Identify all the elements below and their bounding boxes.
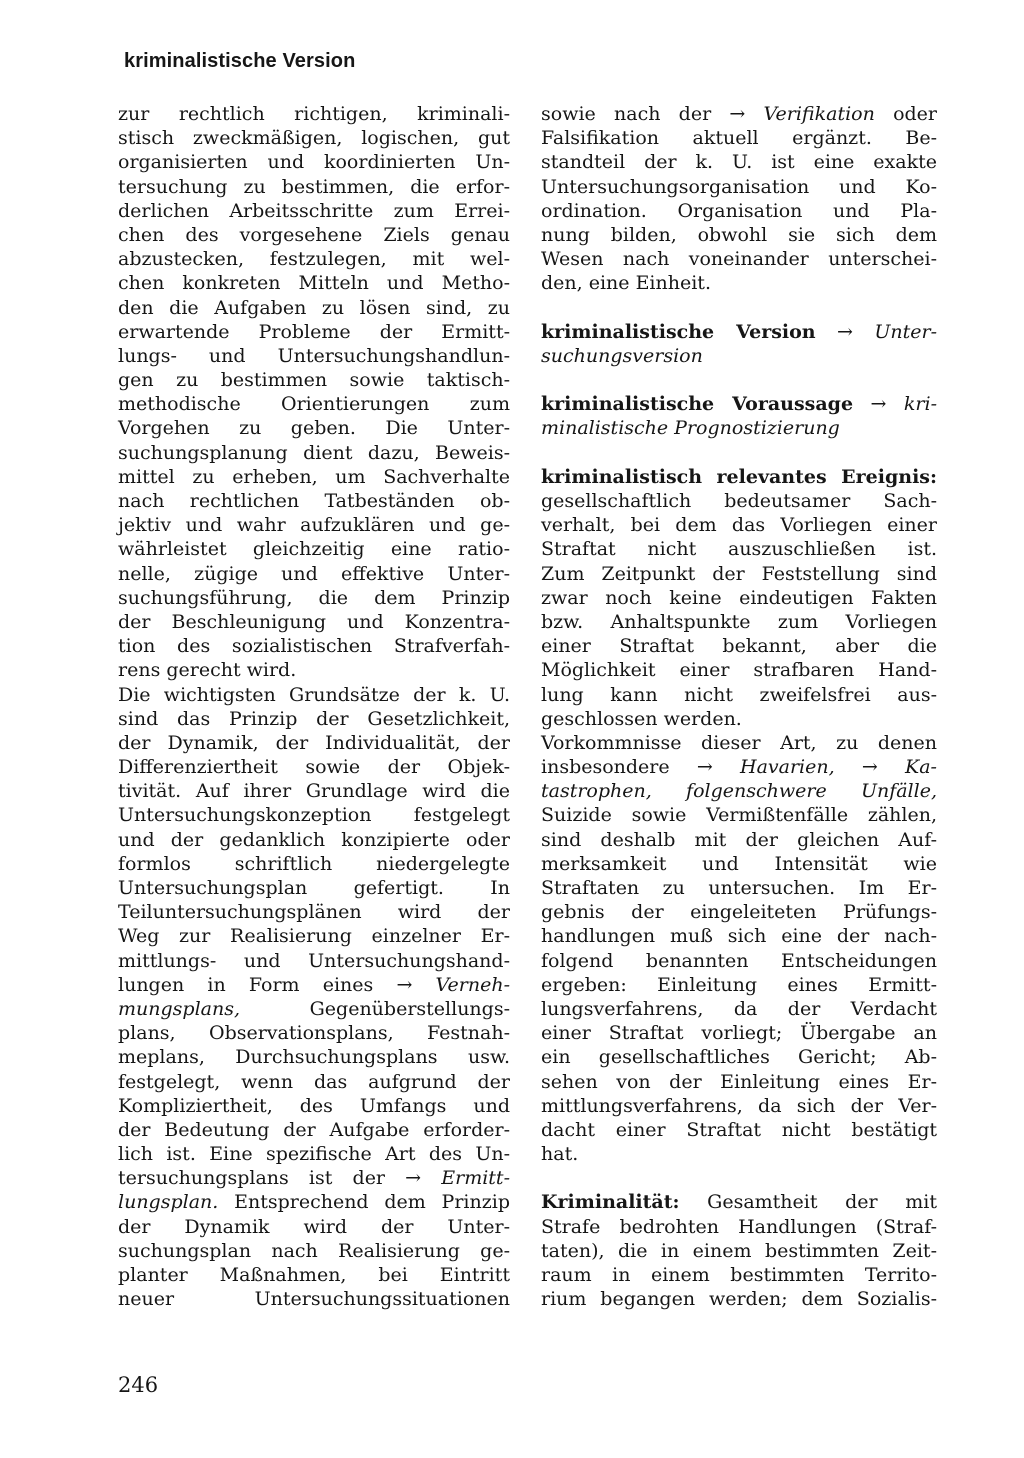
text-line: sind deshalb mit der gleichen Auf-	[541, 828, 937, 851]
running-head: kriminalistische Version	[124, 50, 356, 72]
text-line: dacht einer Straftat nicht bestätigt	[541, 1118, 937, 1141]
text-line: gebnis der eingeleiteten Prüfungs-	[541, 901, 937, 924]
entry-headword: kriminalistische Voraussage	[541, 393, 854, 416]
text-line: plans, Observationsplans, Festnah-	[118, 1022, 510, 1045]
text-line: nung bilden, obwohl sie sich dem	[541, 223, 937, 246]
text-line: handlungen muß sich eine der nach-	[541, 925, 937, 948]
text-line: den, eine Einheit.	[541, 272, 711, 295]
text-line: planter Maßnahmen, bei Eintritt	[118, 1264, 510, 1286]
text-line	[118, 1166, 510, 1190]
text-segment: lungen in Form eines →	[118, 973, 436, 996]
entry-headline	[541, 1190, 937, 1214]
text-line: organisierten und koordinierten Un-	[118, 151, 510, 174]
page-number: 246	[118, 1373, 159, 1397]
text-line: standteil der k. U. ist eine exakte	[541, 151, 937, 174]
cross-reference: lungsplan.	[118, 1191, 219, 1214]
text-line: lich ist. Eine spezifische Art des Un-	[118, 1143, 510, 1166]
text-line: meplans, Durchsuchungsplans usw.	[118, 1046, 510, 1069]
text-line	[541, 755, 937, 779]
text-segment: insbesondere →	[541, 756, 741, 779]
text-line: Straftat nicht auszuschließen ist.	[541, 538, 937, 561]
text-line	[118, 973, 510, 997]
text-line: taten), die in einem bestimmten Zeit-	[541, 1239, 937, 1262]
text-line: geschlossen werden.	[541, 707, 742, 730]
text-line: Kompliziertheit, des Umfangs und	[118, 1094, 510, 1117]
text-line: Vorkommnisse dieser Art, zu denen	[541, 731, 937, 754]
entry-spacer	[541, 1166, 937, 1190]
text-line: derlichen Arbeitsschritte zum Errei-	[118, 199, 510, 222]
text-line: Möglichkeit einer strafbaren Hand-	[541, 659, 937, 682]
text-line: formlos schriftlich niedergelegte	[118, 852, 510, 875]
text-line: Die wichtigsten Grundsätze der k. U.	[118, 683, 510, 706]
text-line: ein gesellschaftliches Gericht; Ab-	[541, 1046, 937, 1069]
entry-spacer	[541, 441, 937, 465]
text-line: festgelegt, wenn das aufgrund der	[118, 1070, 510, 1093]
entry-headword: Kriminalität:	[541, 1191, 680, 1214]
text-line: mittlungs- und Untersuchungshand-	[118, 949, 510, 972]
text-line: lung kann nicht zweifelsfrei aus-	[541, 683, 937, 706]
text-line: der Beschleunigung und Konzentra-	[118, 610, 510, 633]
text-line: einer Straftat vorliegt; Übergabe an	[541, 1022, 937, 1045]
text-line: und der gedanklich konzipierte oder	[118, 828, 510, 851]
cross-reference: kri-	[903, 393, 937, 416]
text-line: Straftaten zu untersuchen. Im Er-	[541, 877, 937, 899]
text-line: Untersuchungsorganisation und Ko-	[541, 175, 937, 198]
cross-reference: Ermitt-	[441, 1167, 510, 1190]
text-line: erwartende Probleme der Ermitt-	[118, 320, 510, 343]
text-line: nach rechtlichen Tatbeständen ob-	[118, 490, 510, 512]
text-segment: Entsprechend dem Prinzip	[218, 1191, 510, 1214]
text-line: tivität. Auf ihrer Grundlage wird die	[118, 780, 510, 803]
text-line: mittlungsverfahrens, da sich der Ver-	[541, 1094, 937, 1117]
text-line: chen des vorgesehene Ziels genau	[118, 223, 510, 246]
text-line: neuer Untersuchungssituationen	[118, 1288, 510, 1311]
text-line	[118, 997, 510, 1021]
text-line: Vorgehen zu geben. Die Unter-	[118, 417, 510, 440]
entry-spacer	[541, 368, 937, 392]
text-line: Differenziertheit sowie der Objek-	[118, 756, 510, 779]
text-segment: sowie nach der →	[541, 103, 764, 125]
text-line: gen zu bestimmen sowie taktisch-	[118, 369, 510, 392]
text-line: Zum Zeitpunkt der Feststellung sind	[541, 562, 937, 585]
text-line: folgend benannten Entscheidungen	[541, 949, 937, 972]
text-line: Untersuchungskonzeption festgelegt	[118, 804, 510, 827]
text-line: methodische Orientierungen zum	[118, 393, 510, 416]
text-line: lungsverfahrens, da der Verdacht	[541, 997, 937, 1020]
cross-reference: Verneh-	[435, 973, 510, 996]
text-line: rens gerecht wird.	[118, 659, 297, 682]
text-line: suchungsplan nach Realisierung ge-	[118, 1239, 510, 1262]
entry-headword: kriminalistisch relevantes Ereignis:	[541, 465, 937, 488]
text-line	[541, 416, 937, 440]
text-line: Strafe bedrohten Handlungen (Straf-	[541, 1215, 937, 1238]
text-line: tersuchung zu bestimmen, die erfor-	[118, 175, 510, 198]
text-line: hat.	[541, 1143, 579, 1166]
entry-headline	[541, 320, 937, 344]
text-line: Suizide sowie Vermißtenfälle zählen,	[541, 804, 937, 827]
text-line: merksamkeit und Intensität wie	[541, 852, 937, 875]
text-segment: tersuchungsplans ist der →	[118, 1167, 442, 1190]
text-line: Untersuchungsplan gefertigt. In	[118, 877, 510, 899]
entry-headline	[541, 465, 937, 489]
arrow-glyph: →	[815, 320, 875, 343]
text-line: zwar noch keine eindeutigen Fakten	[541, 586, 937, 609]
text-line: zur rechtlich richtigen, kriminali-	[118, 103, 510, 125]
text-segment: Gesamtheit der mit	[679, 1191, 937, 1214]
text-line: ordination. Organisation und Pla-	[541, 199, 937, 222]
cross-reference: minalistische Prognostizierung	[541, 417, 840, 440]
cross-reference: tastrophen, folgenschwere Unfälle,	[541, 780, 937, 803]
text-line	[541, 779, 937, 803]
cross-reference: suchungsversion	[541, 344, 703, 367]
entry-headword: kriminalistische Version	[541, 320, 816, 343]
text-line: abzustecken, festzulegen, mit wel-	[118, 248, 510, 271]
text-line: Wesen nach voneinander unterschei-	[541, 248, 937, 271]
text-line: rium begangen werden; dem Sozialis-	[541, 1288, 937, 1311]
text-line: gesellschaftlich bedeutsamer Sach-	[541, 490, 937, 512]
text-segment: Gegenüberstellungs-	[240, 997, 510, 1020]
entry-headline	[541, 392, 937, 416]
entry-spacer	[541, 296, 937, 320]
cross-reference: Havarien, → Ka-	[740, 756, 937, 779]
text-line: suchungsplanung dient dazu, Beweis-	[118, 441, 510, 464]
text-line: verhalt, bei dem das Vorliegen einer	[541, 514, 937, 537]
text-line: mittel zu erheben, um Sachverhalte	[118, 465, 510, 488]
text-line: sehen von der Einleitung eines Er-	[541, 1070, 937, 1093]
text-line: nelle, zügige und effektive Unter-	[118, 562, 510, 585]
text-line: suchungsführung, die dem Prinzip	[118, 586, 510, 609]
text-line	[118, 1190, 510, 1214]
text-line: sind das Prinzip der Gesetzlichkeit,	[118, 707, 510, 730]
text-line: chen konkreten Mitteln und Metho-	[118, 272, 510, 295]
text-line: ergeben: Einleitung eines Ermitt-	[541, 973, 937, 996]
text-line: raum in einem bestimmten Territo-	[541, 1264, 937, 1286]
arrow-glyph: →	[853, 393, 904, 416]
text-line: tion des sozialistischen Strafverfah-	[118, 635, 510, 658]
text-line: den die Aufgaben zu lösen sind, zu	[118, 296, 510, 319]
text-line: der Dynamik, der Individualität, der	[118, 731, 510, 754]
text-line: lungs- und Untersuchungshandlun-	[118, 344, 510, 367]
text-line: stisch zweckmäßigen, logischen, gut	[118, 127, 510, 150]
cross-reference: Verifikation	[763, 103, 875, 125]
text-line: Teiluntersuchungsplänen wird der	[118, 901, 510, 924]
text-segment: oder	[874, 103, 937, 125]
text-line	[541, 102, 937, 126]
text-line: der Bedeutung der Aufgabe erforder-	[118, 1118, 510, 1141]
text-line: einer Straftat bekannt, aber die	[541, 635, 937, 658]
cross-reference: mungsplans,	[118, 997, 240, 1020]
text-line: jektiv und wahr aufzuklären und ge-	[118, 514, 510, 537]
text-line: der Dynamik wird der Unter-	[118, 1215, 510, 1238]
text-line: bzw. Anhaltspunkte zum Vorliegen	[541, 610, 937, 633]
text-line	[541, 344, 937, 368]
text-line: Falsifikation aktuell ergänzt. Be-	[541, 127, 937, 150]
text-line: währleistet gleichzeitig eine ratio-	[118, 538, 510, 561]
left-column	[118, 102, 510, 1311]
cross-reference: Unter-	[874, 320, 938, 343]
right-column	[541, 102, 937, 1311]
text-line: Weg zur Realisierung einzelner Er-	[118, 925, 510, 948]
